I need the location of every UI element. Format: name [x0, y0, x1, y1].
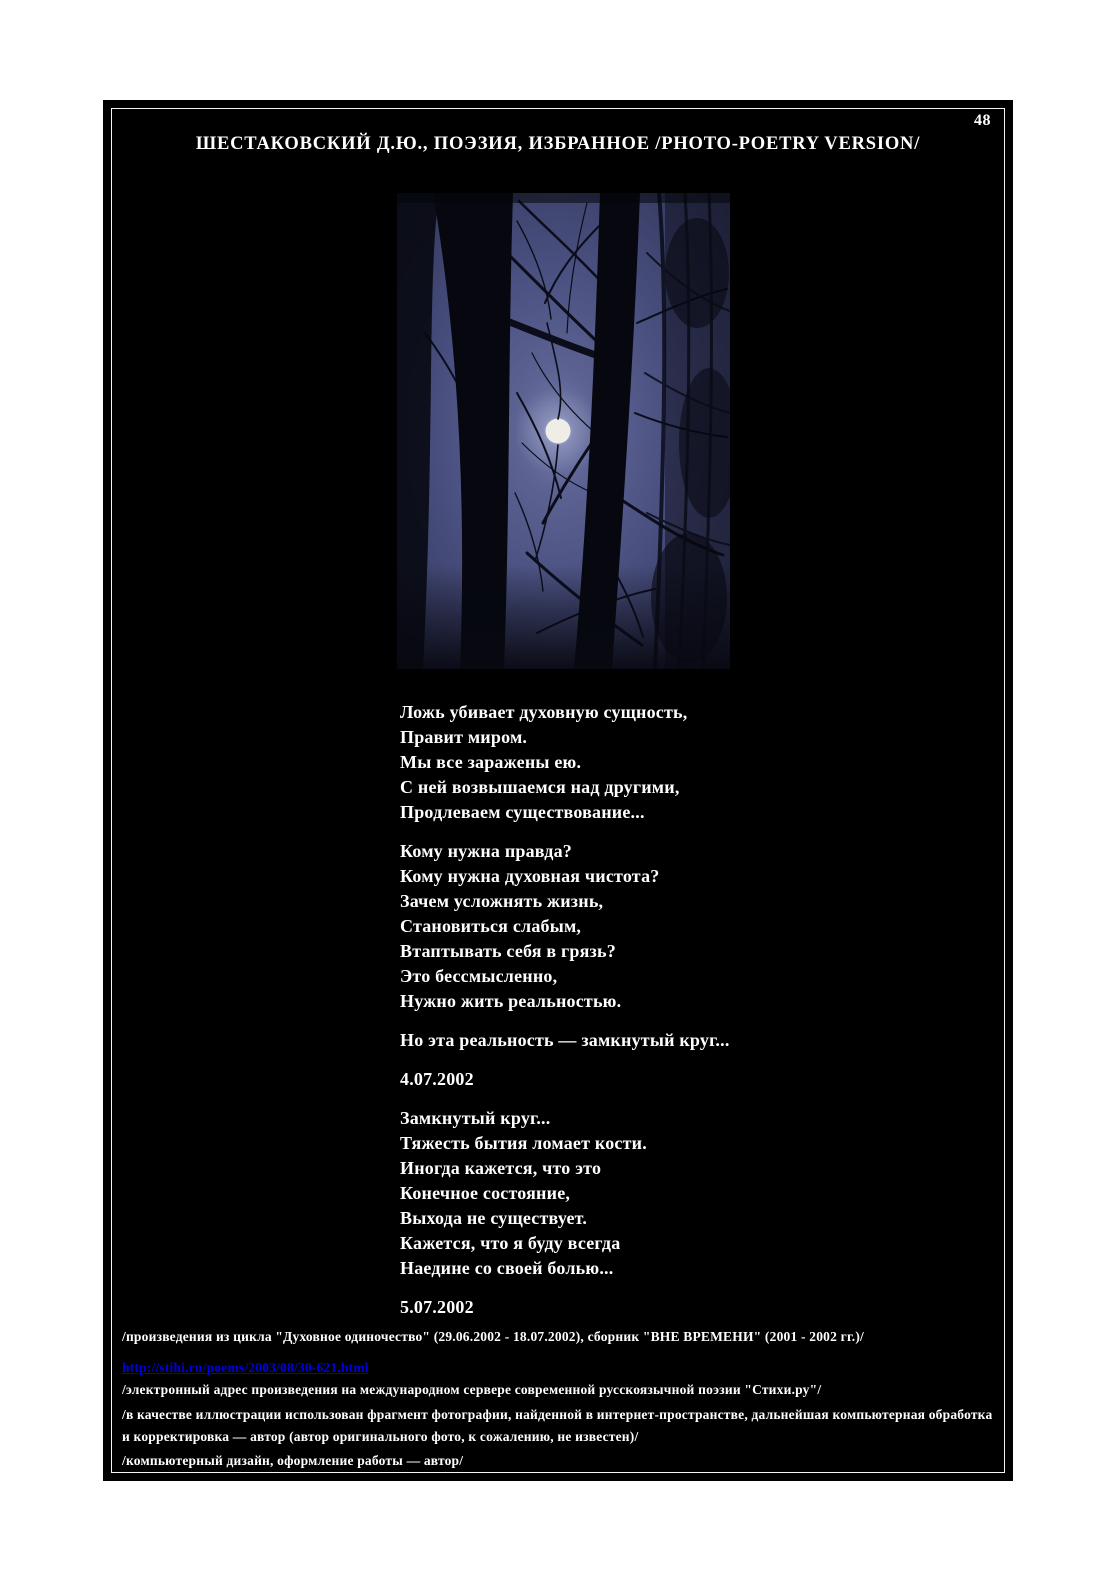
- poem-line: Но эта реальность — замкнутый круг...: [400, 1030, 730, 1050]
- poem-date-2: [400, 1295, 880, 1320]
- poem-stanza-3: [400, 1106, 880, 1281]
- poem-stanza-1: [400, 700, 880, 825]
- poem-line: Мы все заражены ею.: [400, 752, 582, 772]
- poem-closing-line: [400, 1028, 880, 1053]
- page-title: ШЕСТАКОВСКИЙ Д.Ю., ПОЭЗИЯ, ИЗБРАННОЕ /PHOTO-POETRY VERSION/: [195, 134, 921, 154]
- poem-line: Конечное состояние,: [400, 1183, 571, 1203]
- poem: [400, 700, 880, 1334]
- design-note: /компьютерный дизайн, оформление работы — автор/: [122, 1453, 464, 1468]
- moon: [546, 419, 571, 444]
- poetry-page-frame: [103, 100, 1013, 1481]
- poem-line: Тяжесть бытия ломает кости.: [400, 1133, 647, 1153]
- poem-line: Кому нужна правда?: [400, 841, 572, 861]
- poem-url-row: [122, 1357, 996, 1379]
- poem-line: Наедине со своей болью...: [400, 1258, 614, 1278]
- poem-line: Правит миром.: [400, 727, 528, 747]
- poem-line: Кому нужна духовная чистота?: [400, 866, 660, 886]
- poem-line: Ложь убивает духовную сущность,: [400, 702, 688, 722]
- poem-line: С ней возвышаемся над другими,: [400, 777, 680, 797]
- poem-line: Втаптывать себя в грязь?: [400, 941, 616, 961]
- top-shadow: [397, 193, 730, 203]
- photo-credit-note: /в качестве иллюстрации использован фрагмент фотографии, найденной в интернет-пространстве, дальнейшая компьютерная обработка и корректировка — автор (автор оригинального фото, к сожалению, не известен)/: [122, 1407, 993, 1444]
- poem-stanza-2: [400, 839, 880, 1014]
- night-forest-moon-photo: [397, 193, 730, 669]
- poem-line: Замкнутый круг...: [400, 1108, 551, 1128]
- poem-line: Кажется, что я буду всегда: [400, 1233, 621, 1253]
- link-note: /электронный адрес произведения на международном сервере современной русскоязычной поэзии "Стихи.ру"/: [122, 1382, 822, 1397]
- bottom-shadow: [397, 565, 730, 669]
- poem-line: Продлеваем существование...: [400, 802, 645, 822]
- poem-line: Иногда кажется, что это: [400, 1158, 602, 1178]
- poem-line: Это бессмысленно,: [400, 966, 558, 986]
- poem-date-1: [400, 1067, 880, 1092]
- poem-line: Становиться слабым,: [400, 916, 582, 936]
- poem-line: Нужно жить реальностью.: [400, 991, 622, 1011]
- poem-date: 5.07.2002: [400, 1297, 474, 1317]
- cycle-note: /произведения из цикла "Духовное одиночество" (29.06.2002 - 18.07.2002), сборник "ВНЕ ВРЕМЕНИ" (2001 - 2002 гг.)/: [122, 1329, 865, 1344]
- poem-date: 4.07.2002: [400, 1069, 474, 1089]
- page-number: 48: [974, 112, 991, 129]
- poem-url-link[interactable]: http://stihi.ru/poems/2003/08/30-621.html: [122, 1360, 369, 1375]
- poem-line: Выхода не существует.: [400, 1208, 588, 1228]
- footer-notes: [122, 1326, 996, 1472]
- poem-line: Зачем усложнять жизнь,: [400, 891, 604, 911]
